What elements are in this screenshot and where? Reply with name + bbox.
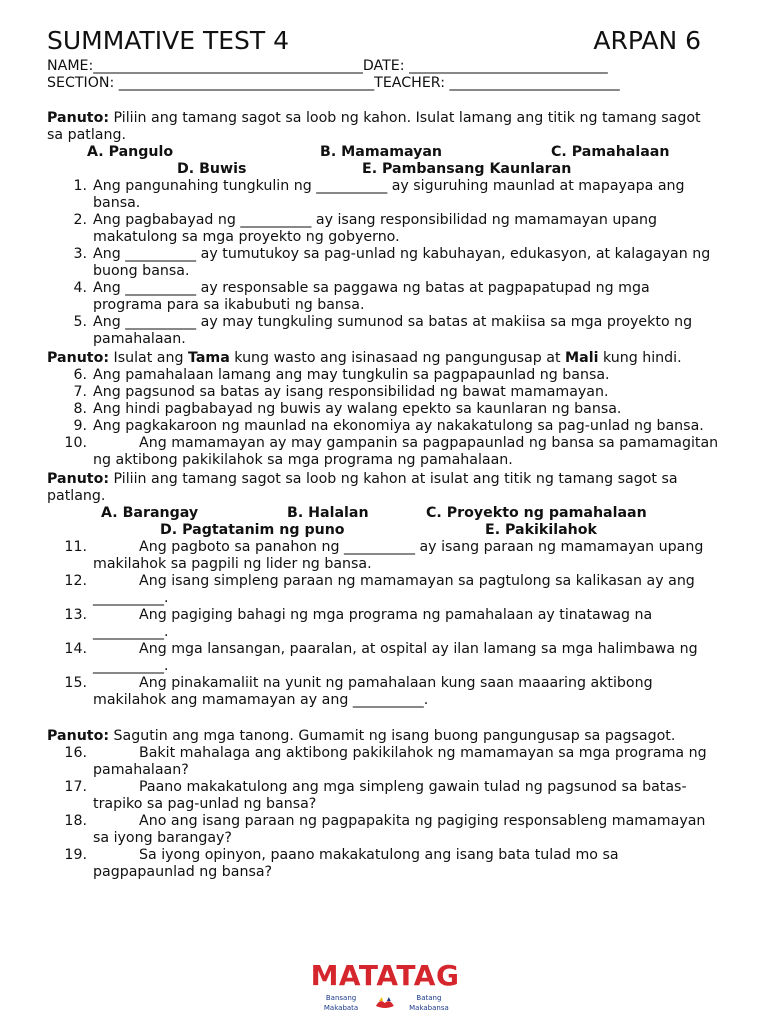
question-item: 1. Ang pangunahing tungkulin ng __________ ay siguruhing maunlad at mapayapa ang bansa. [73,178,685,211]
logo-tagline [308,993,462,1013]
part1-directions [47,110,719,144]
question-item: 15. Ang pinakamaliit na yunit ng pamahalaan kung saan maaaring aktibong makilahok ang mamamayan ay ang __________. [64,675,653,708]
question-item: 9. Ang pagkakaroon ng maunlad na ekonomiya ay nakakatulong sa pag-unlad ng bansa. [73,418,704,434]
panuto-label: Panuto: [47,350,109,366]
part4-directions-text: Sagutin ang mga tanong. Gumamit ng isang buong pangungusap sa pagsagot. [109,728,676,744]
choice-a: A. Barangay [101,505,199,521]
question-item: 4. Ang __________ ay responsable sa paggawa ng batas at pagpapatupad ng mga programa para sa ikabubuti ng bansa. [73,280,650,313]
panuto-label: Panuto: [47,728,109,744]
part1-choices-row2 [47,161,719,178]
choice-e: E. Pakikilahok [485,522,597,538]
name-date-line: NAME:______________________________________DATE: ____________________________ [47,58,608,74]
section-teacher-line: SECTION: ____________________________________TEACHER: ________________________ [47,75,620,91]
question-item: 13. Ang pagiging bahagi ng mga programa ng pamahalaan ay tinatawag na __________. [64,607,653,640]
question-item: 12. Ang isang simpleng paraan ng mamamayan sa pagtulong sa kalikasan ay ang __________. [64,573,695,606]
worksheet [47,26,719,881]
logo-tagline-right: Batang Makabansa [409,994,449,1012]
question-item: 3. Ang __________ ay tumutukoy sa pag-unlad ng kabuhayan, edukasyon, at kalagayan ng buong bansa. [73,246,711,279]
choice-c: C. Proyekto ng pamahalaan [426,505,647,521]
question-item: 14. Ang mga lansangan, paaralan, at ospital ay ilan lamang sa mga halimbawa ng __________. [64,641,698,674]
logo-wordmark: MATATAG [310,959,460,992]
panuto-label: Panuto: [47,471,109,487]
choice-e: E. Pambansang Kaunlaran [362,161,572,177]
question-item: 17. Paano makakatulong ang mga simpleng gawain tulad ng pagsunod sa batas-trapiko sa pag-unlad ng bansa? [64,779,687,812]
question-item: 6. Ang pamahalaan lamang ang may tungkulin sa pagpapaunlad ng bansa. [73,367,610,383]
question-item: 2. Ang pagbabayad ng __________ ay isang responsibilidad ng mamamayan upang makatulong sa mga proyekto ng gobyerno. [73,212,658,245]
mali-keyword: Mali [565,350,599,366]
part4-questions [47,745,719,881]
part3-choices-row1 [47,505,719,522]
choice-c: C. Pamahalaan [551,144,670,160]
hands-emblem-icon [374,996,396,1010]
part1-choices-row1 [47,144,719,161]
question-item: 11. Ang pagboto sa panahon ng __________ ay isang paraan ng mamamayan upang makilahok sa pagpili ng lider ng bansa. [64,539,704,572]
question-item: 7. Ang pagsunod sa batas ay isang responsibilidad ng bawat mamamayan. [73,384,609,400]
question-item: 16. Bakit mahalaga ang aktibong pakikilahok ng mamamayan sa mga programa ng pamahalaan? [64,745,707,778]
part3-directions [47,471,719,505]
part1-directions-text: Piliin ang tamang sagot sa loob ng kahon. Isulat lamang ang titik ng tamang sagot sa patlang. [47,110,701,143]
choice-b: B. Mamamayan [320,144,443,160]
subject-label: ARPAN 6 [593,26,701,55]
matatag-logo [308,959,462,1012]
choice-d: D. Buwis [177,161,247,177]
title-row [47,26,719,56]
part1-questions [47,178,719,348]
question-item: 18. Ano ang isang paraan ng pagpapakita ng pagiging responsableng mamamayan sa iyong barangay? [64,813,706,846]
part3-choices-row2 [47,522,719,539]
question-item: 19. Sa iyong opinyon, paano makakatulong ang isang bata tulad mo sa pagpapaunlad ng bansa? [64,847,619,880]
part3-directions-text: Piliin ang tamang sagot sa loob ng kahon at isulat ang titik ng tamang sagot sa patlang. [47,471,678,504]
tama-keyword: Tama [188,350,230,366]
part2-directions: Panuto: Isulat ang Tama kung wasto ang isinasaad ng pangungusap at Mali kung hindi. [47,350,682,366]
choice-b: B. Halalan [287,505,369,521]
part4-directions [47,728,719,745]
question-item: 8. Ang hindi pagbabayad ng buwis ay walang epekto sa kaunlaran ng bansa. [73,401,622,417]
logo-tagline-left: Bansang Makabata [323,994,359,1012]
question-item: 5. Ang __________ ay may tungkuling sumunod sa batas at makiisa sa mga proyekto ng pamahalaan. [73,314,693,347]
choice-a: A. Pangulo [87,144,174,160]
panuto-label: Panuto: [47,110,109,126]
question-item: 10. Ang mamamayan ay may gampanin sa pagpapaunlad ng bansa sa pamamagitan ng aktibong pakikilahok sa mga programa ng pamahalaan. [64,435,719,468]
part2-questions [47,367,719,469]
test-title: SUMMATIVE TEST 4 [47,26,290,55]
part3-questions [47,539,719,709]
choice-d: D. Pagtatanim ng puno [160,522,345,538]
